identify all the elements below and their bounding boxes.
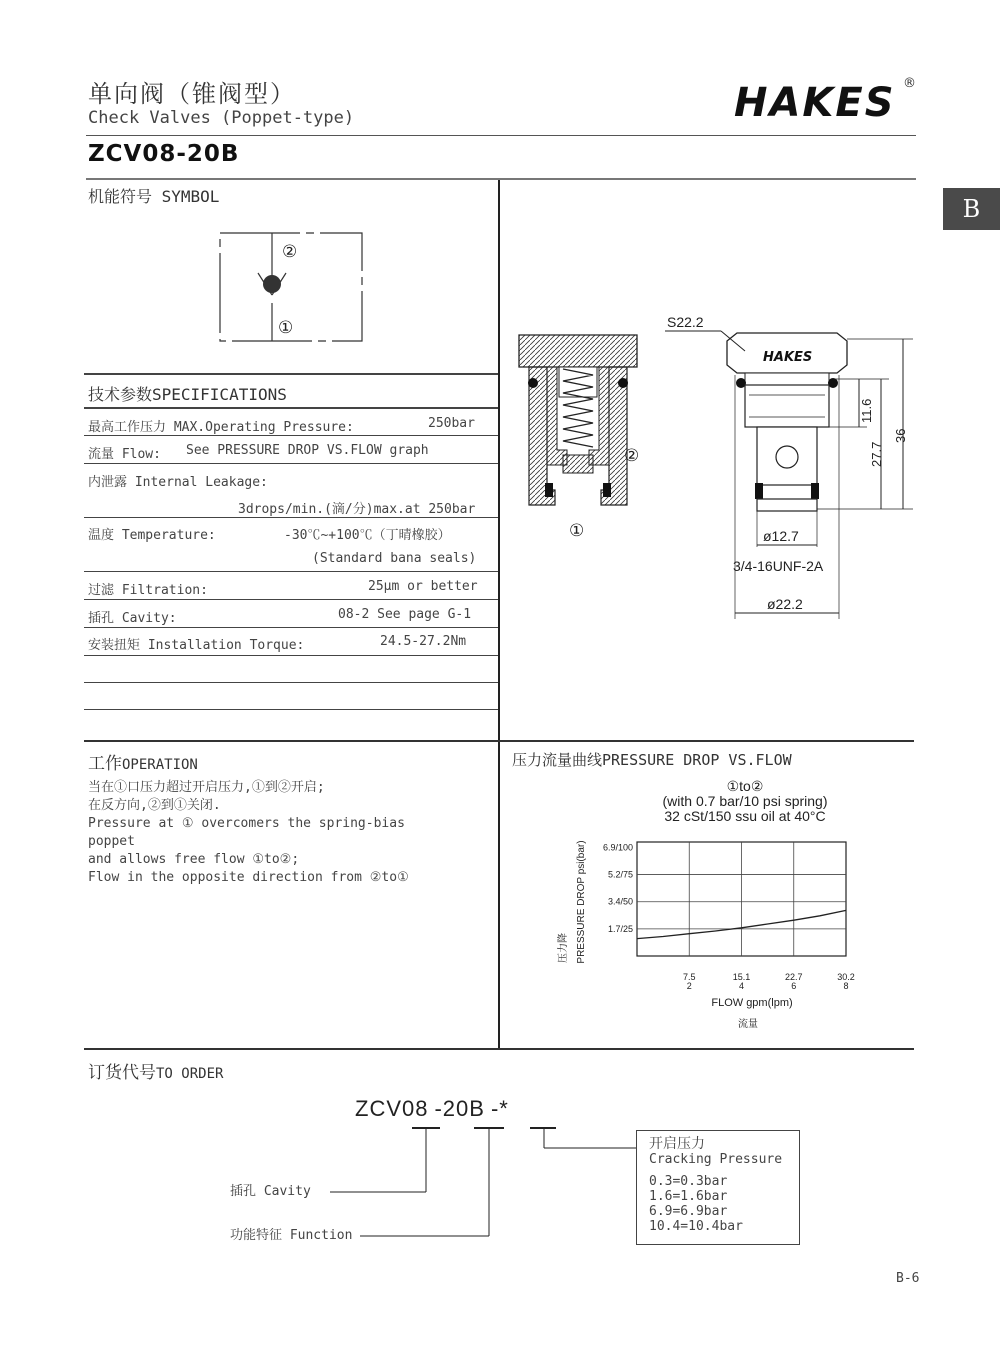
- chart-ylabel-cn: 压力降: [558, 933, 569, 963]
- specs-heading: 技术参数SPECIFICATIONS: [88, 385, 287, 404]
- operation-line: 当在①口压力超过开启压力,①到②开启;: [88, 780, 325, 795]
- chart-xtick-label: 6: [791, 981, 797, 991]
- cracking-title-cn: 开启压力: [649, 1136, 705, 1152]
- spec-flow-value: See PRESSURE DROP VS.FLOW graph: [186, 443, 429, 458]
- spec-cavity-label: 插孔 Cavity:: [88, 611, 177, 626]
- spec-cavity-value: 08-2 See page G-1: [338, 607, 472, 622]
- chart-subtitle: (with 0.7 bar/10 psi spring): [662, 793, 828, 809]
- page-title-cn: 单向阀（锥阀型）: [88, 80, 296, 108]
- spec-rule: [84, 571, 498, 572]
- brand-logo: HAKES: [734, 80, 896, 126]
- spec-rule: [84, 599, 498, 600]
- spec-rule: [84, 435, 498, 436]
- pressure-flow-chart: [550, 830, 870, 1040]
- order-code-pressure: -*: [490, 1096, 509, 1121]
- order-function-label: 功能特征 Function: [230, 1228, 353, 1243]
- order-code-function: -20B: [434, 1096, 485, 1121]
- cracking-option: 6.9=6.9bar: [649, 1204, 728, 1219]
- specs-heading-rule: [84, 407, 498, 409]
- page-number: B-6: [896, 1271, 920, 1286]
- operation-line: poppet: [88, 834, 135, 849]
- symbol-port-top: ②: [282, 242, 298, 262]
- chart-ytick-label: 5.2/75: [607, 869, 633, 880]
- chart-xtick-label: 2: [686, 981, 692, 991]
- order-code-cavity: ZCV08: [355, 1096, 429, 1121]
- chart-title: ①to②: [726, 778, 764, 794]
- page-title-en: Check Valves (Poppet-type): [88, 108, 355, 128]
- specs-top-rule: [84, 373, 498, 375]
- operation-line: Flow in the opposite direction from ②to①: [88, 870, 409, 885]
- hydraulic-symbol: [210, 225, 370, 350]
- operation-line: and allows free flow ①to②;: [88, 852, 300, 867]
- lower-column-divider: [498, 742, 500, 1048]
- spec-filtration-label: 过滤 Filtration:: [88, 583, 208, 598]
- chart-xtick-label: 7.5: [682, 972, 696, 982]
- dim-dia-12-7: ø12.7: [763, 528, 799, 544]
- model-divider: [86, 178, 916, 180]
- upper-column-divider: [498, 180, 500, 740]
- cracking-option: 1.6=1.6bar: [649, 1189, 728, 1204]
- cracking-option: 0.3=0.3bar: [649, 1174, 728, 1189]
- drawing-brand: HAKES: [763, 350, 813, 365]
- order-heading-cn: 订货代号: [88, 1063, 156, 1083]
- operation-heading: [88, 749, 198, 774]
- operation-line: Pressure at ① overcomers the spring-bias: [88, 816, 405, 831]
- spec-filtration-value: 25μm or better: [368, 579, 478, 594]
- drawing-port1: ①: [569, 521, 585, 541]
- section-hex-cap: [519, 335, 637, 367]
- chart-xtick-label: 8: [843, 981, 849, 991]
- spec-temp-note: (Standard bana seals): [312, 551, 477, 566]
- chart-xtick-label: 22.7: [784, 972, 803, 982]
- dim-hex: S22.2: [667, 314, 704, 330]
- dim-dia-22-2: ø22.2: [767, 596, 803, 612]
- order-cavity-label: 插孔 Cavity: [230, 1184, 311, 1199]
- operation-line: 在反方向,②到①关闭.: [88, 798, 221, 813]
- drawing-port2: ②: [624, 446, 640, 466]
- chart-xlabel-cn: 流量: [738, 1019, 758, 1030]
- spec-temp-label: 温度 Temperature:: [88, 528, 216, 543]
- valve-drawing: [505, 305, 925, 625]
- chart-xtick-label: 30.2: [837, 972, 855, 982]
- spec-temp-value: -30℃~+100℃（丁晴橡胶）: [284, 528, 451, 543]
- cracking-pressure-box: [636, 1130, 800, 1245]
- spec-rule: [84, 655, 498, 656]
- dim-36: 36: [893, 428, 908, 443]
- dim-thread: 3/4-16UNF-2A: [733, 558, 824, 574]
- header-divider: [86, 135, 916, 136]
- chart-ylabel: PRESSURE DROP psi(bar): [576, 840, 587, 964]
- spec-flow-label: 流量 Flow:: [88, 447, 161, 462]
- spec-rule: [84, 463, 498, 464]
- symbol-heading: 机能符号 SYMBOL: [88, 187, 220, 206]
- chart-ytick-label: 1.7/25: [607, 923, 633, 934]
- cracking-title-en: Cracking Pressure: [649, 1152, 783, 1167]
- cracking-option: 10.4=10.4bar: [649, 1219, 743, 1234]
- operation-heading-en: OPERATION: [122, 757, 198, 773]
- spec-torque-label: 安装扭矩 Installation Torque:: [88, 638, 305, 653]
- spec-leakage-value: 3drops/min.(滴/分)max.at 250bar: [238, 502, 476, 517]
- symbol-port-bottom: ①: [278, 318, 294, 338]
- dim-27-7: 27.7: [869, 441, 884, 467]
- spec-torque-value: 24.5-27.2Nm: [380, 634, 467, 649]
- chart-xtick-label: 15.1: [732, 972, 751, 982]
- middle-divider: [84, 740, 914, 742]
- spec-rule: [84, 627, 498, 628]
- spec-rule: [84, 709, 498, 710]
- spec-pressure-label: 最高工作压力 MAX.Operating Pressure:: [88, 420, 354, 435]
- order-heading: [88, 1058, 223, 1083]
- model-number: ZCV08-20B: [88, 141, 240, 167]
- order-code: [355, 1096, 509, 1122]
- spec-pressure-value: 250bar: [428, 416, 475, 431]
- order-divider: [84, 1048, 914, 1050]
- chart-ytick-label: 6.9/100: [602, 842, 633, 853]
- chart-xtick-label: 4: [738, 981, 745, 991]
- registered-mark: ®: [903, 76, 916, 91]
- dim-11-6: 11.6: [859, 398, 874, 423]
- spec-rule: [84, 682, 498, 683]
- chart-title-block: [520, 779, 970, 824]
- chart-subtitle: 32 cSt/150 ssu oil at 40°C: [664, 808, 826, 824]
- spec-leakage-label: 内泄露 Internal Leakage:: [88, 475, 268, 490]
- operation-text: [88, 779, 488, 887]
- chart-heading: 压力流量曲线PRESSURE DROP VS.FLOW: [512, 751, 792, 769]
- chart-ytick-label: 3.4/50: [607, 896, 633, 907]
- operation-heading-cn: 工作: [88, 754, 122, 774]
- order-heading-en: TO ORDER: [156, 1066, 224, 1082]
- order-leader-lines: [320, 1124, 650, 1244]
- chart-xlabel: FLOW gpm(lpm): [711, 997, 793, 1009]
- spec-rule: [84, 517, 498, 518]
- section-tab[interactable]: B: [943, 188, 1000, 230]
